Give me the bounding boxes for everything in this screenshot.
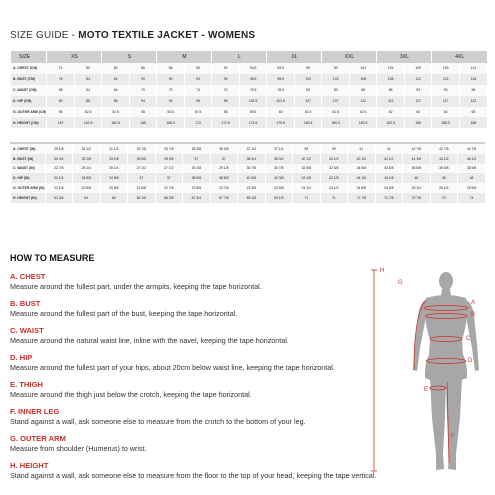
measure-title: E. THIGH bbox=[10, 380, 43, 389]
table-cell: 104 bbox=[349, 63, 377, 74]
table-cell: 64 bbox=[432, 107, 460, 118]
table-cell: 22 7/8 bbox=[45, 164, 73, 174]
table-cell: 29 1/8 bbox=[183, 164, 211, 174]
table-cell: 99 bbox=[294, 63, 322, 74]
table-cell: 122 bbox=[459, 96, 487, 107]
table-cell: 71 7/8 bbox=[375, 193, 403, 203]
letter-g: G bbox=[398, 280, 403, 286]
table-cell: 24 1/4 bbox=[320, 183, 348, 193]
table-cell: 38 3/4 bbox=[238, 154, 266, 164]
table-cell: 22 7/8 bbox=[210, 183, 238, 193]
table-cell: 27 1/2 bbox=[155, 164, 183, 174]
body-measurement-figure bbox=[368, 258, 493, 483]
table-cell: 67 7/8 bbox=[210, 193, 238, 203]
row-label: B. BUST (CM) bbox=[11, 74, 47, 85]
table-cell: 172.5 bbox=[212, 117, 240, 128]
row-label: H. HEIGHT (CM) bbox=[11, 117, 47, 128]
table-cell: 117 bbox=[432, 96, 460, 107]
table-row bbox=[11, 173, 486, 183]
table-cell: 88 bbox=[102, 96, 130, 107]
table-cell: 102.5 bbox=[239, 96, 267, 107]
table-cell: 94.5 bbox=[267, 63, 295, 74]
table-cell: 31 1/2 bbox=[100, 143, 128, 154]
measure-description: Measure from shoulder (Humerus) to wrist. bbox=[10, 444, 147, 453]
measure-description: Measure around the fullest part, under the armpits, keeping the tape horizontal. bbox=[10, 282, 262, 291]
table-cell: 20 5/8 bbox=[100, 183, 128, 193]
table-cell: 25 1/4 bbox=[73, 164, 101, 174]
measure-description: Stand against a wall, ask someone else to measure from the crotch to the bottom of your leg. bbox=[10, 417, 306, 426]
table-cell: 36 5/8 bbox=[430, 164, 458, 174]
table-cell: 64 bbox=[102, 85, 130, 96]
table-cell: 27 1/2 bbox=[128, 164, 156, 174]
table-cell: 24 3/8 bbox=[375, 183, 403, 193]
row-label: G. OUTER ARM (CM) bbox=[11, 107, 47, 118]
table-cell: 157 bbox=[47, 117, 75, 128]
table-cell: 182.5 bbox=[377, 117, 405, 128]
table-cell: 35 3/8 bbox=[128, 154, 156, 164]
table-cell: 23 3/8 bbox=[238, 183, 266, 193]
table-cell: 52.5 bbox=[74, 107, 102, 118]
table-cell: 90 bbox=[129, 74, 157, 85]
table-cell: 99 bbox=[322, 63, 350, 74]
table-cell: 33 7/8 bbox=[128, 143, 156, 154]
table-cell: 94.5 bbox=[239, 63, 267, 74]
table-cell: 71 bbox=[320, 193, 348, 203]
table-cell: 90 bbox=[212, 63, 240, 74]
table-cell: 58 bbox=[47, 85, 75, 96]
table-cell: 41 bbox=[375, 143, 403, 154]
table-cell: 66 3/8 bbox=[155, 193, 183, 203]
table-cell: 98 bbox=[184, 96, 212, 107]
letter-b: B bbox=[471, 312, 476, 318]
table-cell: 118 bbox=[459, 74, 487, 85]
table-row bbox=[11, 117, 487, 128]
table-cell: 70 bbox=[129, 85, 157, 96]
size-header-label: SIZE bbox=[11, 51, 47, 63]
letter-d: D bbox=[468, 358, 473, 364]
table-cell: 34 5/8 bbox=[348, 164, 376, 174]
table-cell: 39 bbox=[320, 143, 348, 154]
table-cell: 86 bbox=[129, 63, 157, 74]
table-cell: 34 5/8 bbox=[100, 173, 128, 183]
table-cell: 37 bbox=[183, 154, 211, 164]
table-cell: 37 bbox=[128, 173, 156, 183]
table-cell: 112 bbox=[349, 96, 377, 107]
table-cell: 188 bbox=[459, 117, 487, 128]
row-label: H. HEIGHT (IN) bbox=[11, 193, 46, 203]
table-cell: 162.5 bbox=[102, 117, 130, 128]
table-cell: 33 1/8 bbox=[73, 154, 101, 164]
table-cell: 30 7/8 bbox=[265, 164, 293, 174]
size-header-row bbox=[11, 51, 487, 63]
table-cell: 46 bbox=[403, 173, 431, 183]
table-cell: 90 bbox=[157, 74, 185, 85]
table-cell: 44 7/8 bbox=[458, 143, 486, 154]
body-silhouette bbox=[413, 272, 479, 470]
table-cell: 182.5 bbox=[349, 117, 377, 128]
measure-description: Measure around the thigh just below the crotch, keeping the tape horizontal. bbox=[10, 390, 252, 399]
table-cell: 38 5/8 bbox=[458, 164, 486, 174]
table-cell: 25 1/4 bbox=[430, 183, 458, 193]
letter-a: A bbox=[471, 300, 476, 306]
table-cell: 107 bbox=[294, 96, 322, 107]
size-header-xxl: XXL bbox=[322, 51, 377, 63]
measure-description: Measure around the fullest part of your hips, about 20cm below waist line, keeping the tape horizontal. bbox=[10, 363, 335, 372]
table-cell: 88 bbox=[349, 85, 377, 96]
table-cell: 33 7/8 bbox=[155, 143, 183, 154]
table-cell: 84 bbox=[102, 74, 130, 85]
table-cell: 108 bbox=[349, 74, 377, 85]
letter-e: E bbox=[424, 387, 429, 393]
table-cell: 46 1/2 bbox=[458, 154, 486, 164]
table-row bbox=[11, 85, 487, 96]
table-cell: 94 bbox=[212, 74, 240, 85]
table-cell: 24 5/8 bbox=[348, 183, 376, 193]
table-cell: 98 bbox=[459, 85, 487, 96]
table-cell: 83 bbox=[294, 85, 322, 96]
table-cell: 109 bbox=[432, 63, 460, 74]
table-cell: 64 bbox=[73, 193, 101, 203]
table-cell: 104 bbox=[377, 63, 405, 74]
table-cell: 103 bbox=[294, 74, 322, 85]
table-cell: 62 bbox=[377, 107, 405, 118]
table-cell: 67 3/4 bbox=[183, 193, 211, 203]
table-cell: 42 1/8 bbox=[320, 173, 348, 183]
table-cell: 112 bbox=[377, 96, 405, 107]
table-cell: 35 3/8 bbox=[210, 143, 238, 154]
table-cell: 74 bbox=[212, 85, 240, 96]
table-cell: 22 1/8 bbox=[45, 183, 73, 193]
row-label: G. OUTER ARM (IN) bbox=[11, 183, 46, 193]
table-cell: 78.5 bbox=[239, 85, 267, 96]
table-cell: 40 3/8 bbox=[265, 173, 293, 183]
table-cell: 93 bbox=[432, 85, 460, 96]
table-cell: 42 7/8 bbox=[403, 143, 431, 154]
table-cell: 64 bbox=[74, 85, 102, 96]
table-cell: 23 5/8 bbox=[265, 183, 293, 193]
table-cell: 70 bbox=[157, 85, 185, 96]
table-cell: 62.5 bbox=[349, 107, 377, 118]
table-cell: 38 5/8 bbox=[210, 173, 238, 183]
table-cell: 21 7/8 bbox=[155, 183, 183, 193]
size-table-cm bbox=[10, 51, 487, 128]
table-cell: 37 1/4 bbox=[238, 143, 266, 154]
table-cell: 33 1/8 bbox=[100, 154, 128, 164]
page-title bbox=[10, 30, 255, 41]
size-header-s: S bbox=[102, 51, 157, 63]
letter-f: F bbox=[451, 434, 455, 440]
table-cell: 38 5/8 bbox=[183, 173, 211, 183]
table-cell: 32 5/8 bbox=[293, 164, 321, 174]
table-cell: 175.5 bbox=[239, 117, 267, 128]
table-cell: 42 1/2 bbox=[348, 154, 376, 164]
measure-description: Measure around the natural waist line, inline with the navel, keeping the tape horizontal. bbox=[10, 336, 289, 345]
table-cell: 44 1/8 bbox=[403, 154, 431, 164]
table-cell: 48 bbox=[458, 173, 486, 183]
table-cell: 34 5/8 bbox=[73, 173, 101, 183]
measure-title: F. INNER LEG bbox=[10, 407, 60, 416]
table-cell: 98.5 bbox=[239, 74, 267, 85]
table-cell: 82 bbox=[47, 96, 75, 107]
table-cell: 69 1/8 bbox=[238, 193, 266, 203]
table-cell: 98 bbox=[212, 96, 240, 107]
table-cell: 30 3/4 bbox=[45, 154, 73, 164]
table-cell: 42 1/2 bbox=[375, 154, 403, 164]
table-cell: 24 1/4 bbox=[293, 183, 321, 193]
table-cell: 44 1/8 bbox=[348, 173, 376, 183]
table-cell: 42 7/8 bbox=[430, 143, 458, 154]
row-label: D. HIP (CM) bbox=[11, 96, 47, 107]
table-cell: 41 bbox=[348, 143, 376, 154]
table-cell: 40 3/8 bbox=[238, 173, 266, 183]
table-cell: 108 bbox=[377, 74, 405, 85]
table-cell: 185.5 bbox=[432, 117, 460, 128]
table-cell: 94 bbox=[184, 74, 212, 85]
table-cell: 112 bbox=[404, 74, 432, 85]
size-header-xl: XL bbox=[267, 51, 322, 63]
measure-title: C. WAIST bbox=[10, 326, 44, 335]
table-row bbox=[11, 63, 487, 74]
table-cell: 71 7/8 bbox=[348, 193, 376, 203]
table-row bbox=[11, 193, 486, 203]
row-label: C. WAIST (CM) bbox=[11, 85, 47, 96]
table-cell: 37 bbox=[155, 173, 183, 183]
table-cell: 21 5/8 bbox=[128, 183, 156, 193]
measure-description: Stand against a wall, ask someone else to measure from the floor to the top of your head, keeping the tape vertical. bbox=[10, 471, 377, 480]
size-header-3xl: 3XL bbox=[377, 51, 432, 63]
size-header-xs: XS bbox=[47, 51, 102, 63]
table-cell: 94 bbox=[157, 96, 185, 107]
table-cell: 66 1/8 bbox=[128, 193, 156, 203]
table-cell: 25 5/8 bbox=[458, 183, 486, 193]
table-cell: 40 1/2 bbox=[320, 154, 348, 164]
table-cell: 29 1/8 bbox=[45, 143, 73, 154]
table-row bbox=[11, 107, 487, 118]
table-cell: 35 3/8 bbox=[155, 154, 183, 164]
table-cell: 61.5 bbox=[294, 107, 322, 118]
size-header-m: M bbox=[157, 51, 212, 63]
row-label: A. CHEST (IN) bbox=[11, 143, 46, 154]
table-cell: 52.5 bbox=[102, 107, 130, 118]
table-cell: 71 bbox=[293, 193, 321, 203]
table-cell: 25 1/4 bbox=[403, 183, 431, 193]
table-cell: 117 bbox=[404, 96, 432, 107]
table-row bbox=[11, 96, 487, 107]
row-label: A. CHEST (CM) bbox=[11, 63, 47, 74]
row-label: B. BUST (IN) bbox=[11, 154, 46, 164]
table-cell: 36 5/8 bbox=[403, 164, 431, 174]
table-cell: 168 bbox=[129, 117, 157, 128]
table-cell: 38 3/4 bbox=[265, 154, 293, 164]
table-cell: 98.5 bbox=[267, 74, 295, 85]
letter-c: C bbox=[466, 336, 471, 342]
table-cell: 78.5 bbox=[267, 85, 295, 96]
table-cell: 162.5 bbox=[74, 117, 102, 128]
row-label: C. WAIST (IN) bbox=[11, 164, 46, 174]
table-cell: 102.5 bbox=[267, 96, 295, 107]
table-cell: 172 bbox=[184, 117, 212, 128]
table-cell: 55.5 bbox=[157, 107, 185, 118]
measure-title: H. HEIGHT bbox=[10, 461, 49, 470]
table-cell: 37 bbox=[210, 154, 238, 164]
size-table-in bbox=[10, 142, 485, 203]
table-row bbox=[11, 183, 486, 193]
table-row bbox=[11, 154, 486, 164]
letter-h: H bbox=[380, 268, 385, 274]
table-cell: 34 5/8 bbox=[375, 164, 403, 174]
table-cell: 64 bbox=[100, 193, 128, 203]
row-label: D. HIP (IN) bbox=[11, 173, 46, 183]
table-cell: 25 1/4 bbox=[100, 164, 128, 174]
table-cell: 103 bbox=[322, 74, 350, 85]
table-cell: 180.5 bbox=[294, 117, 322, 128]
size-header-l: L bbox=[212, 51, 267, 63]
table-cell: 93 bbox=[404, 85, 432, 96]
table-cell: 31 1/2 bbox=[73, 143, 101, 154]
table-cell: 83 bbox=[322, 85, 350, 96]
table-cell: 109 bbox=[404, 63, 432, 74]
table-cell: 65 bbox=[459, 107, 487, 118]
table-cell: 80 bbox=[74, 63, 102, 74]
table-cell: 69 1/8 bbox=[265, 193, 293, 203]
measure-description: Measure around the fullest part of the bust, keeping the tape horizontal. bbox=[10, 309, 238, 318]
table-cell: 61 3/4 bbox=[45, 193, 73, 203]
table-cell: 44 1/2 bbox=[430, 154, 458, 164]
table-cell: 73 bbox=[430, 193, 458, 203]
table-cell: 42 1/8 bbox=[293, 173, 321, 183]
table-cell: 180.5 bbox=[322, 117, 350, 128]
table-cell: 44 1/8 bbox=[375, 173, 403, 183]
table-row bbox=[11, 74, 487, 85]
title-separator: - bbox=[71, 30, 76, 41]
table-cell: 168.5 bbox=[157, 117, 185, 128]
table-cell: 90 bbox=[184, 63, 212, 74]
table-cell: 175.5 bbox=[267, 117, 295, 128]
table-cell: 57.5 bbox=[184, 107, 212, 118]
measure-title: D. HIP bbox=[10, 353, 33, 362]
table-cell: 94 bbox=[129, 96, 157, 107]
table-cell: 60 bbox=[267, 107, 295, 118]
table-cell: 40 1/2 bbox=[293, 154, 321, 164]
table-cell: 29 1/8 bbox=[210, 164, 238, 174]
table-cell: 72 7/8 bbox=[403, 193, 431, 203]
table-cell: 74 bbox=[47, 63, 75, 74]
table-cell: 56 bbox=[47, 107, 75, 118]
table-cell: 37 1/4 bbox=[265, 143, 293, 154]
table-cell: 32 1/4 bbox=[45, 173, 73, 183]
table-cell: 59.5 bbox=[239, 107, 267, 118]
table-cell: 185 bbox=[404, 117, 432, 128]
measure-title: A. CHEST bbox=[10, 272, 46, 281]
table-cell: 74 bbox=[458, 193, 486, 203]
table-cell: 30 7/8 bbox=[238, 164, 266, 174]
how-to-measure-title: HOW TO MEASURE bbox=[10, 253, 95, 263]
size-header-4xl: 4XL bbox=[432, 51, 487, 63]
title-main: MOTO TEXTILE JACKET - WOMENS bbox=[78, 30, 256, 41]
measure-title: B. BUST bbox=[10, 299, 41, 308]
table-cell: 84 bbox=[74, 74, 102, 85]
table-cell: 32 5/8 bbox=[320, 164, 348, 174]
table-cell: 61.5 bbox=[322, 107, 350, 118]
table-row bbox=[11, 164, 486, 174]
table-cell: 46 bbox=[430, 173, 458, 183]
table-cell: 88 bbox=[377, 85, 405, 96]
table-cell: 114 bbox=[459, 63, 487, 74]
table-cell: 35 3/8 bbox=[183, 143, 211, 154]
table-cell: 113 bbox=[432, 74, 460, 85]
table-cell: 86 bbox=[157, 63, 185, 74]
table-cell: 58 bbox=[212, 107, 240, 118]
table-cell: 55 bbox=[129, 107, 157, 118]
measure-title: G. OUTER ARM bbox=[10, 434, 66, 443]
table-cell: 64 bbox=[404, 107, 432, 118]
table-cell: 107 bbox=[322, 96, 350, 107]
table-cell: 74 bbox=[184, 85, 212, 96]
table-cell: 22 5/8 bbox=[183, 183, 211, 193]
table-cell: 39 bbox=[293, 143, 321, 154]
table-cell: 20 5/8 bbox=[73, 183, 101, 193]
table-cell: 78 bbox=[47, 74, 75, 85]
table-cell: 88 bbox=[74, 96, 102, 107]
title-prefix: SIZE GUIDE bbox=[10, 30, 69, 41]
table-row bbox=[11, 143, 486, 154]
table-cell: 80 bbox=[102, 63, 130, 74]
